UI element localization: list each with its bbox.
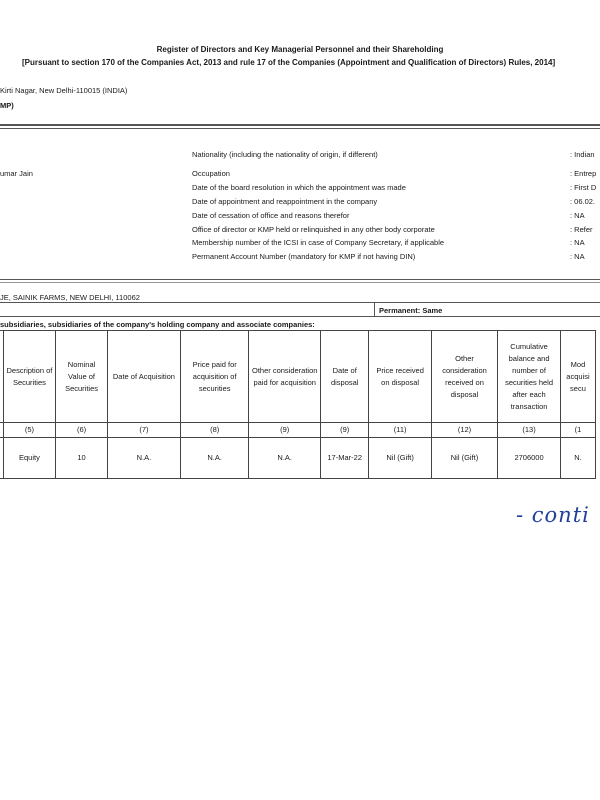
table-cell: 2706000 [498, 438, 561, 479]
divider [0, 128, 600, 129]
table-header-cell: Mod acquisi secu [560, 331, 595, 423]
handwritten-annotation: - conti [516, 503, 590, 527]
field-value-cessation: : NA [570, 211, 585, 220]
table-cell: (7) [107, 423, 180, 438]
table-cell: (1 [560, 423, 595, 438]
divider [0, 124, 600, 126]
divider [0, 279, 600, 280]
table-header-cell: Price paid for acquisition of securities [180, 331, 249, 423]
field-label-other-office: Office of director or KMP held or relinquished in any other body corporate [192, 225, 435, 234]
table-header-cell: Cumulative balance and number of securities held after each transaction [498, 331, 561, 423]
section-label: MP) [0, 101, 14, 110]
field-value-nationality: : Indian [570, 150, 595, 159]
divider [374, 302, 375, 316]
table-cell: Nil (Gift) [369, 438, 431, 479]
residential-address: JE, SAINIK FARMS, NEW DELHI, 110062 [0, 293, 140, 302]
table-cell: N.A. [107, 438, 180, 479]
table-cell: (11) [369, 423, 431, 438]
table-cell: N. [560, 438, 595, 479]
divider [0, 316, 600, 317]
register-title: Register of Directors and Key Managerial Personnel and their Shareholding [156, 45, 444, 54]
table-cell: N.A. [249, 438, 321, 479]
table-header-cell: Nominal Value of Securities [56, 331, 108, 423]
permanent-address: Permanent: Same [379, 306, 443, 315]
field-value-other-office: : Refer [570, 225, 593, 234]
table-cell: (13) [498, 423, 561, 438]
table-number-row [0, 423, 596, 438]
field-value-occupation: : Entrep [570, 169, 597, 178]
field-label-nationality: Nationality (including the nationality of origin, if different) [192, 150, 378, 159]
director-name: umar Jain [0, 169, 33, 178]
field-label-board-resolution: Date of the board resolution in which the appointment was made [192, 183, 406, 192]
table-cell: (8) [180, 423, 249, 438]
table-header-cell: Description of Securities [3, 331, 55, 423]
field-label-pan: Permanent Account Number (mandatory for KMP if not having DIN) [192, 252, 416, 261]
table-cell: (5) [3, 423, 55, 438]
register-subtitle: [Pursuant to section 170 of the Companies Act, 2013 and rule 17 of the Companies (Appointment and Qualification of Directors) Rules, 2014] [22, 58, 556, 67]
table-cell: (12) [431, 423, 497, 438]
field-label-icsi-membership: Membership number of the ICSI in case of Company Secretary, if applicable [192, 238, 445, 247]
holding-section-title: subsidiaries, subsidiaries of the company's holding company and associate companies: [0, 320, 315, 329]
table-header-cell: Date of Acquisition [107, 331, 180, 423]
table-cell: N.A. [180, 438, 249, 479]
table-cell: Nil (Gift) [431, 438, 497, 479]
field-label-appointment-date: Date of appointment and reappointment in the company [192, 197, 378, 206]
table-header-cell: Price received on disposal [369, 331, 431, 423]
table-cell: 10 [56, 438, 108, 479]
table-header-row [0, 331, 596, 423]
field-value-pan: : NA [570, 252, 585, 261]
divider [0, 302, 600, 303]
table-header-cell: Other consideration paid for acquisition [249, 331, 321, 423]
field-label-occupation: Occupation [192, 169, 230, 178]
company-address: Kirti Nagar, New Delhi-110015 (INDIA) [0, 86, 128, 95]
table-cell: (6) [56, 423, 108, 438]
field-label-cessation: Date of cessation of office and reasons therefor [192, 211, 350, 220]
table-cell: 17-Mar-22 [320, 438, 368, 479]
table-cell: Equity [3, 438, 55, 479]
field-value-board-resolution: : First D [570, 183, 597, 192]
table-cell: (9) [249, 423, 321, 438]
table-header-cell: Other consideration received on disposal [431, 331, 497, 423]
field-value-icsi-membership: : NA [570, 238, 585, 247]
table-cell: (9) [320, 423, 368, 438]
table-header-cell: Date of disposal [320, 331, 368, 423]
divider [0, 282, 600, 283]
table-row [0, 438, 596, 479]
securities-table [0, 330, 596, 479]
field-value-appointment-date: : 06.02. [570, 197, 596, 206]
